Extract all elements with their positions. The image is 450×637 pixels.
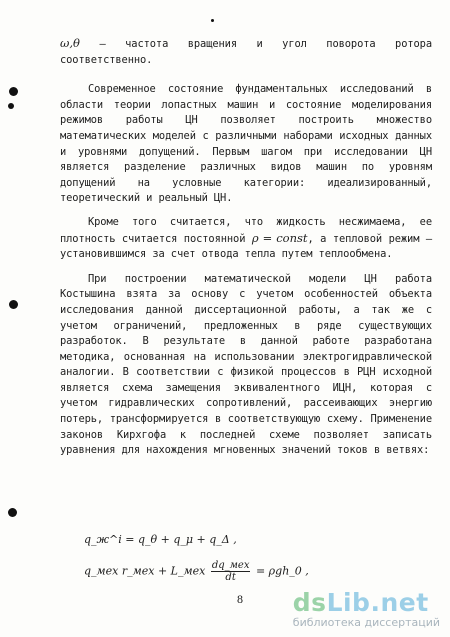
- paragraph-incompressible-fluid: [60, 215, 432, 263]
- page-number: 8: [237, 592, 243, 606]
- paragraph-2-after: , а тепловой режим — установившимся за счет отвода тепла путем теплообмена.: [60, 232, 432, 261]
- fraction-denominator: dt: [225, 572, 236, 583]
- paragraph-2-before: Кроме того считается, что жидкость несжимаема, ее плотность считается постоянной: [60, 215, 432, 245]
- intro-line-text: – частота вращения и угол поворота ротора соответственно.: [60, 38, 432, 66]
- scan-speck: [211, 19, 214, 22]
- binder-hole-mark: [8, 508, 17, 517]
- watermark-logo: [293, 590, 440, 616]
- binder-hole-mark: [9, 87, 18, 96]
- fraction-numerator: dq_мех: [211, 560, 250, 571]
- equation-2: [84, 560, 309, 583]
- watermark-logo-ds: ds: [292, 588, 327, 617]
- omega-theta-symbols: ω,θ: [60, 36, 80, 50]
- paragraph-model-construction: При построении математической модели ЦН работа Костышина взята за основу с учетом особенностей объекта исследования данной диссертационной работы, а так же с учетом ограничений, предложенных в ряде существующих разработок. В результате в данной работе разработана методика, основанная на использовании электрогидравлической аналогии. В соответствии с физикой процессов в РЦН исходной является схема замещения эквивалентного ИЦН, которая с учетом гидравлических сопротивлений, рассеивающих энергию потерь, трансформируется в соответствующую схему. Применение законов Кирхгофа к последней схеме позволяет записать уравнения для нахождения мгновенных значений токов в ветвях:: [60, 272, 432, 457]
- equation-2-left: q_мех r_мех + L_мех: [84, 564, 206, 578]
- binder-hole-mark: [9, 300, 18, 309]
- watermark-subtitle: библиотека диссертаций: [292, 616, 440, 629]
- intro-line: [60, 36, 432, 68]
- watermark: [293, 590, 440, 629]
- paragraph-state-of-research: Современное состояние фундаментальных исследований в области теории лопастных машин и состояние моделирования режимов работы ЦН позволяет построить множество математических моделей с различными наборами исходных данных и уровнями допущений. Первым шагом при исследовании ЦН является разделение различных видов машин по уровням допущений на условные категории: идеализированный, теоретический и реальный ЦН.: [60, 83, 432, 205]
- document-page: [60, 36, 432, 459]
- equation-1: [84, 533, 237, 546]
- equation-2-right: = ρgh_0 ,: [255, 564, 309, 578]
- density-formula: ρ = const: [251, 230, 308, 245]
- watermark-logo-lib: Lib.net: [326, 588, 429, 617]
- equation-1-text: q_ж^i = q_θ + q_μ + q_Δ ,: [84, 533, 237, 546]
- binder-hole-mark: [8, 103, 14, 109]
- equation-2-fraction: [211, 560, 251, 583]
